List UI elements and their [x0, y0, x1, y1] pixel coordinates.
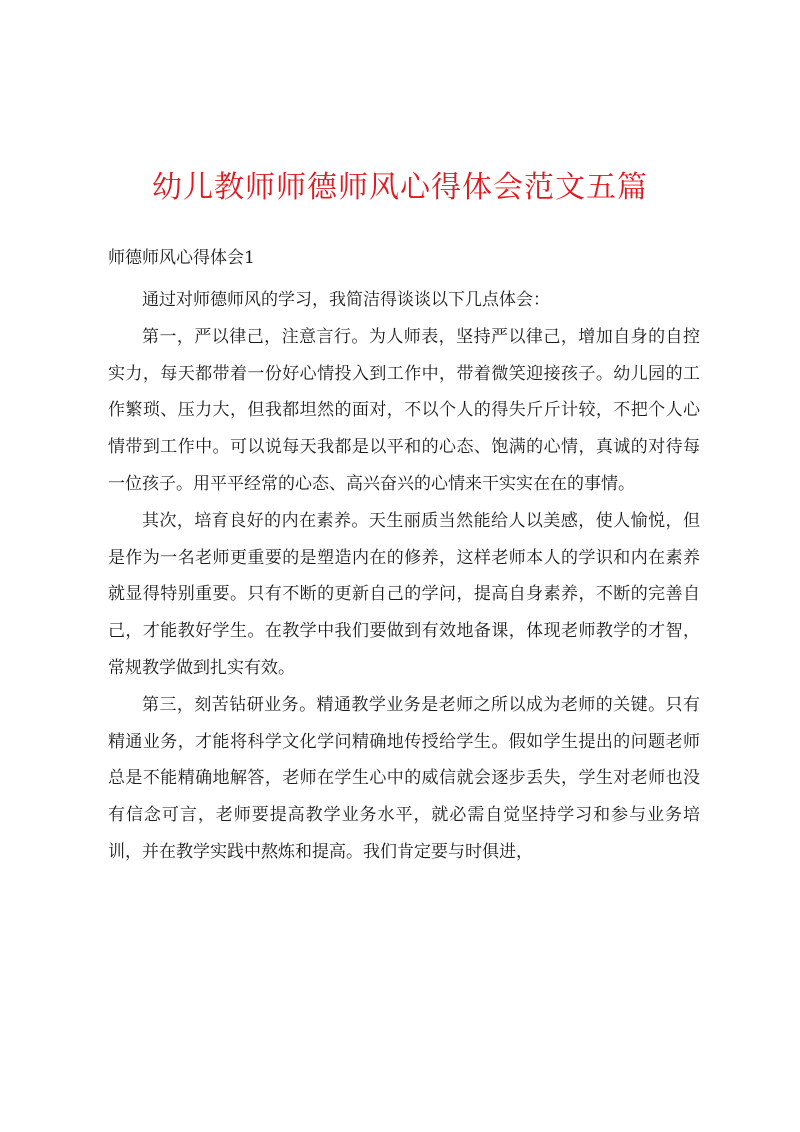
document-title: 幼儿教师师德师风心得体会范文五篇	[152, 170, 648, 205]
document-body	[108, 282, 700, 871]
paragraph-third: 第三，刻苦钻研业务。精通教学业务是老师之所以成为老师的关键。只有精通业务，才能将科学文化学问精确地传授给学生。假如学生提出的问题老师总是不能精确地解答，老师在学生心中的威信就会逐步丢失，学生对老师也没有信念可言，老师要提高教学业务水平，就必需自觉坚持学习和参与业务培训，并在教学实践中熬炼和提高。我们肯定要与时俱进，	[108, 694, 700, 862]
section-heading: 师德师风心得体会1	[108, 248, 255, 268]
paragraph-second: 其次，培育良好的内在素养。天生丽质当然能给人以美感，使人愉悦，但是作为一名老师更重要的是塑造内在的修养，这样老师本人的学识和内在素养就显得特别重要。只有不断的更新自己的学问，提高自身素养，不断的完善自己，才能教好学生。在教学中我们要做到有效地备课，体现老师教学的才智，常规教学做到扎实有效。	[108, 510, 700, 678]
paragraph-intro: 通过对师德师风的学习，我简洁得谈谈以下几点体会：	[142, 290, 550, 310]
paragraph-first: 第一，严以律己，注意言行。为人师表，坚持严以律己，增加自身的自控实力，每天都带着一份好心情投入到工作中，带着微笑迎接孩子。幼儿园的工作繁琐、压力大，但我都坦然的面对，不以个人的得失斤斤计较，不把个人心情带到工作中。可以说每天我都是以平和的心态、饱满的心情，真诚的对待每一位孩子。用平平经常的心态、高兴奋兴的心情来干实实在在的事情。	[108, 326, 700, 494]
